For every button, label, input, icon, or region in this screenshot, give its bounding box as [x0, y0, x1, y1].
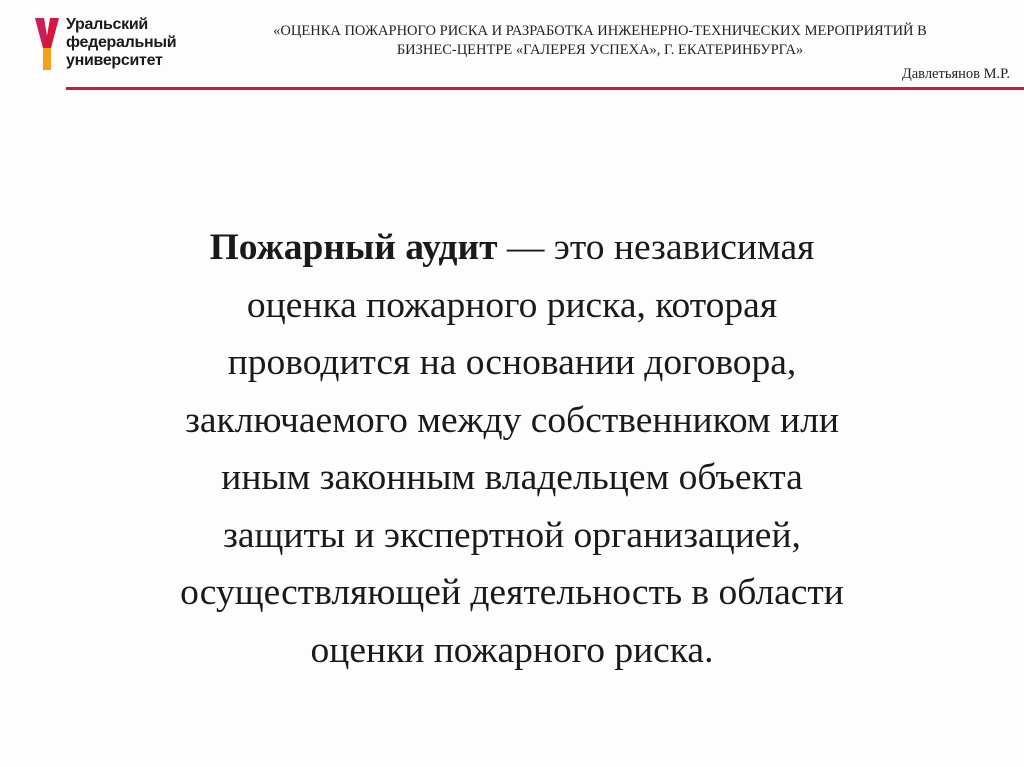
logo-line-2: федеральный	[66, 34, 177, 51]
definition-line-3: проводится на основании договора,	[227, 342, 797, 383]
definition-line-2: оценка пожарного риска, которая	[246, 284, 778, 326]
definition-text	[60, 219, 964, 679]
presentation-title-line-2: БИЗНЕС-ЦЕНТРЕ «ГАЛЕРЕЯ УСПЕХА», Г. ЕКАТЕРИНБУРГА»	[396, 42, 804, 58]
presentation-title-line-1: «ОЦЕНКА ПОЖАРНОГО РИСКА И РАЗРАБОТКА ИНЖЕНЕРНО-ТЕХНИЧЕСКИХ МЕРОПРИЯТИЙ В	[273, 23, 927, 39]
university-logo-icon	[32, 14, 62, 74]
definition-line-1-rest: — это независимая	[497, 227, 815, 268]
logo-line-1: Уральский	[66, 16, 148, 33]
definition-line-8: оценки пожарного риска.	[310, 629, 714, 671]
university-logo-text	[66, 16, 176, 70]
logo-line-3: университет	[66, 52, 163, 69]
definition-line-7: осуществляющей деятельность в области	[180, 572, 844, 613]
definition-term: Пожарный аудит	[209, 227, 498, 268]
presentation-title	[200, 22, 1000, 60]
author-name: Давлетьянов М.Р.	[901, 66, 1010, 82]
university-logo	[32, 14, 177, 78]
header-divider	[66, 87, 1024, 90]
definition-line-4: заключаемого между собственником или	[185, 399, 839, 441]
definition-line-5: иным законным владельцем объекта	[221, 457, 803, 498]
definition-line-6: защиты и экспертной организацией,	[223, 514, 801, 556]
definition-line-1	[60, 219, 964, 277]
